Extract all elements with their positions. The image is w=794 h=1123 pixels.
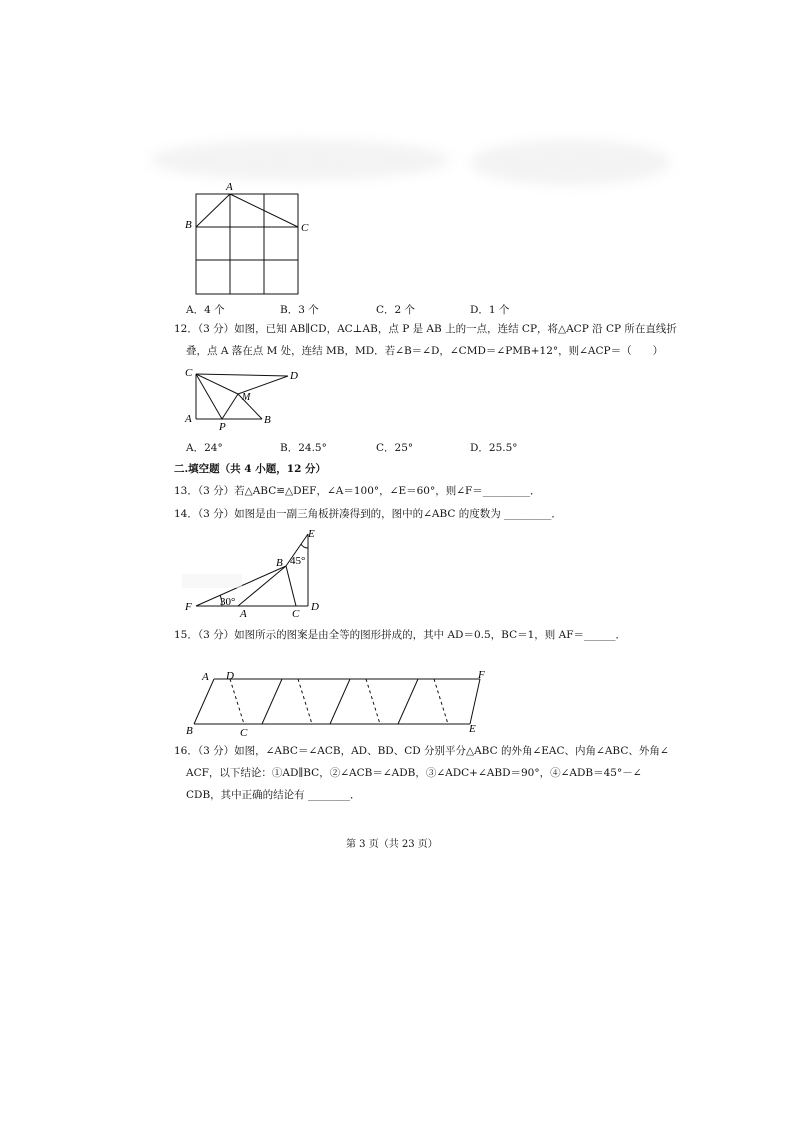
q11-option-b[interactable]: B．3 个 <box>280 304 319 316</box>
q15-label-e: E <box>469 723 476 735</box>
q11-option-a[interactable]: A．4 个 <box>186 304 225 316</box>
q12-label-b: B <box>264 414 271 426</box>
q14-label-d: D <box>311 601 319 613</box>
q11-label-a: A <box>226 181 233 193</box>
q14-label-f: F <box>185 601 192 613</box>
q16-text-line3: CDB，其中正确的结论有 ________． <box>186 789 361 801</box>
q15-label-b: B <box>186 725 193 737</box>
q12-fold-figure <box>182 364 312 434</box>
q12-label-m: M <box>242 392 251 403</box>
section2-title: 二.填空题（共 4 小题，12 分） <box>174 463 327 475</box>
q12-option-d[interactable]: D．25.5° <box>470 442 518 454</box>
q12-option-c[interactable]: C．25° <box>376 442 414 454</box>
q14-label-e: E <box>308 528 315 540</box>
q12-label-d: D <box>290 370 298 382</box>
q12-option-b[interactable]: B．24.5° <box>280 442 327 454</box>
q15-label-f: F <box>478 669 485 681</box>
q14-label-b: B <box>276 557 283 569</box>
q12-label-c: C <box>185 367 193 379</box>
scan-smudge-right <box>470 140 670 185</box>
q11-option-c[interactable]: C．2 个 <box>376 304 416 316</box>
q12-label-p: P <box>219 421 226 433</box>
q14-label-a: A <box>240 608 247 620</box>
q12-text-line2: 叠，点 A 落在点 M 处，连结 MB，MD．若∠B＝∠D，∠CMD＝∠PMB+12°，则∠ACP＝（ ） <box>186 345 664 357</box>
q12-label-a: A <box>185 413 192 425</box>
q12-option-a[interactable]: A．24° <box>186 442 223 454</box>
page-footer: 第 3 页（共 23 页） <box>346 839 438 850</box>
q16-text-line1: 16．（3 分）如图，∠ABC＝∠ACB，AD、BD、CD 分别平分△ABC 的外角∠EAC、内角∠ABC、外角∠ <box>174 745 669 757</box>
q15-pattern-figure <box>182 668 502 740</box>
q12-text-line1: 12．（3 分）如图，已知 AB∥CD，AC⊥AB，点 P 是 AB 上的一点，连结 CP，将△ACP 沿 CP 所在直线折 <box>174 323 677 335</box>
q11-label-c: C <box>301 222 309 234</box>
q15-text: 15．（3 分）如图所示的图案是由全等的图形拼成的，其中 AD＝0.5，BC＝1，则 AF＝______． <box>174 629 626 641</box>
q13-text: 13．（3 分）若△ABC≌△DEF，∠A＝100°，∠E＝60°，则∠F＝_________． <box>174 485 541 497</box>
q15-label-d: D <box>226 670 234 682</box>
q14-angle-30: 30° <box>220 596 236 608</box>
q14-label-c: C <box>292 608 300 620</box>
q11-label-b: B <box>185 219 192 231</box>
q14-triangle-figure <box>182 524 332 624</box>
scan-smudge-left <box>150 140 450 180</box>
q15-label-a: A <box>202 671 209 683</box>
q14-text: 14．（3 分）如图是由一副三角板拼凑得到的，图中的∠ABC 的度数为 _________． <box>174 508 562 520</box>
q14-angle-45: 45° <box>290 555 306 567</box>
q11-option-d[interactable]: D．1 个 <box>470 304 510 316</box>
q16-text-line2: ACF，以下结论：①AD∥BC，②∠ACB＝∠ADB，③∠ADC+∠ABD＝90°，④∠ADB＝45°－∠ <box>186 767 642 779</box>
q15-label-c: C <box>240 727 248 739</box>
q11-grid-figure <box>180 178 320 300</box>
